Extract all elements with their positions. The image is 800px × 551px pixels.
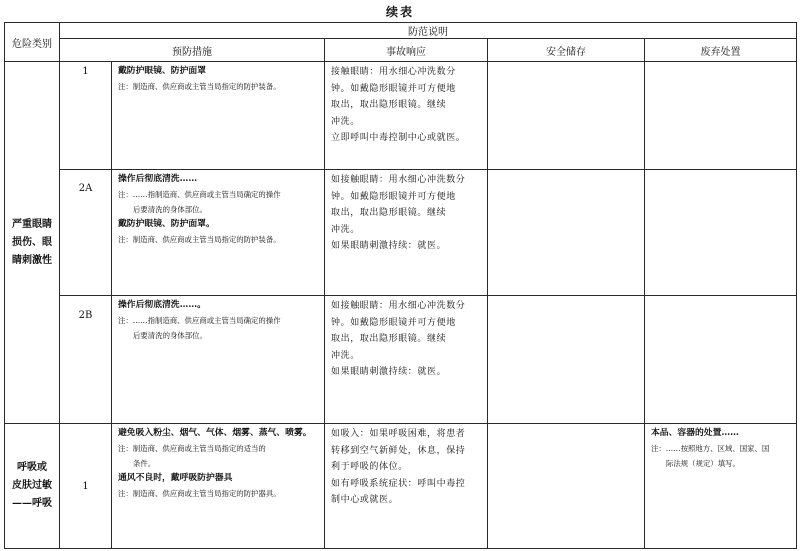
disposal-cell (645, 296, 797, 424)
response-cell (325, 170, 488, 296)
class-cell (60, 62, 112, 170)
prevention-note: 注：制造商、供应商或主管当局指定的防护装备。 (118, 82, 281, 91)
prevention-note: 后要清洗的身体部位。 (133, 331, 207, 340)
response-line: 利于呼吸的体位。 (331, 462, 408, 472)
response-line: 钟。如戴隐形眼镜并可方便地 (331, 191, 456, 202)
prevention-line: 通风不良时，戴呼吸防护器具 (118, 473, 233, 483)
response-line: 如接触眼睛：用水细心冲洗数分 (331, 175, 466, 185)
response-cell (325, 424, 488, 549)
class-cell (60, 170, 112, 296)
response-line: 如吸入：如果呼吸困难，将患者 (331, 429, 466, 439)
response-line: 取出，取出隐形眼镜。继续 (331, 208, 447, 218)
table-row (5, 170, 797, 296)
header-precaution: 防范说明 (60, 23, 797, 39)
response-line: 钟。如戴隐形眼镜并可方便地 (331, 317, 456, 328)
response-line: 钟。如戴隐形眼镜并可方便地 (331, 83, 456, 94)
response-line: 接触眼睛：用水细心冲洗数分 (331, 67, 456, 77)
storage-cell (488, 424, 645, 549)
hazard-category-cell (5, 62, 60, 424)
disposal-cell (645, 424, 797, 549)
prevention-cell (112, 424, 325, 549)
class-cell (60, 296, 112, 424)
response-line: 如果眼睛刺激持续：就医。 (331, 241, 447, 251)
prevention-note: 注：制造商、供应商或主管当局指定的防护装备。 (118, 235, 281, 244)
table-row (5, 62, 797, 170)
category-line: 睛刺激性 (12, 254, 52, 266)
class-label: 2B (78, 309, 93, 321)
prevention-note: 后要清洗的身体部位。 (133, 205, 207, 214)
table-caption: 续表 (385, 5, 414, 19)
header-hazard-class: 危险类别 (5, 23, 60, 62)
response-line: 转移到空气新鲜处，休息，保持 (331, 445, 466, 456)
category-line: 皮肤过敏 (12, 480, 52, 491)
prevention-cell (112, 170, 325, 296)
disposal-note: 注：……按照地方、区域、国家、国 (651, 444, 770, 453)
prevention-note: 条件。 (133, 459, 156, 468)
header-prevention: 预防措施 (60, 39, 325, 62)
response-line: 冲洗。 (331, 224, 360, 235)
prevention-note: 注：制造商、供应商或主管当局指定的适当的 (118, 444, 266, 453)
response-line: 如接触眼睛：用水细心冲洗数分 (331, 301, 466, 311)
prevention-note: 注：……指制造商、供应商或主管当局确定的操作 (118, 316, 281, 325)
prevention-note: 注：……指制造商、供应商或主管当局确定的操作 (118, 190, 281, 199)
response-line: 如果眼睛刺激持续：就医。 (331, 367, 447, 377)
storage-cell (488, 170, 645, 296)
prevention-line: 避免吸入粉尘、烟气、气体、烟雾、蒸气、喷雾。 (118, 428, 312, 438)
class-label: 1 (82, 65, 89, 77)
storage-cell (488, 62, 645, 170)
header-response: 事故响应 (325, 39, 488, 62)
prevention-line: 戴防护眼镜、防护面罩。 (118, 219, 215, 229)
disposal-line: 本品、容器的处置…… (651, 428, 739, 438)
prevention-cell (112, 62, 325, 170)
storage-cell (488, 296, 645, 424)
response-line: 制中心或就医。 (331, 495, 399, 505)
response-line: 如有呼吸系统症状：呼叫中毒控 (331, 478, 466, 489)
precaution-table (4, 22, 797, 549)
header-disposal: 废弃处置 (645, 39, 797, 62)
response-cell (325, 296, 488, 424)
response-line: 取出，取出隐形眼镜。继续 (331, 100, 447, 110)
prevention-line: 操作后彻底清洗…… (118, 174, 198, 184)
prevention-line: 操作后彻底清洗……。 (118, 300, 206, 310)
response-line: 立即呼叫中毒控制中心或就医。 (331, 133, 466, 143)
class-label: 1 (82, 480, 89, 492)
disposal-cell (645, 62, 797, 170)
response-line: 取出，取出隐形眼镜。继续 (331, 334, 447, 344)
table-body (5, 62, 797, 549)
hazard-category-cell (5, 424, 60, 549)
response-line: 冲洗。 (331, 350, 360, 361)
response-line: 冲洗。 (331, 116, 360, 127)
disposal-note: 际法规（规定）填写。 (666, 459, 740, 468)
category-line: 损伤、眼 (12, 236, 52, 248)
header-storage: 安全储存 (488, 39, 645, 62)
table-row (5, 424, 797, 549)
prevention-line: 戴防护眼镜、防护面罩 (118, 66, 206, 76)
category-line: 呼吸或 (17, 462, 47, 473)
category-line: 严重眼睛 (12, 218, 52, 230)
response-cell (325, 62, 488, 170)
disposal-cell (645, 170, 797, 296)
prevention-note: 注：制造商、供应商或主管当局指定的防护器具。 (118, 489, 281, 498)
prevention-cell (112, 296, 325, 424)
category-line: ——呼吸 (12, 498, 52, 509)
class-label: 2A (78, 182, 93, 194)
class-cell (60, 424, 112, 549)
table-row (5, 296, 797, 424)
